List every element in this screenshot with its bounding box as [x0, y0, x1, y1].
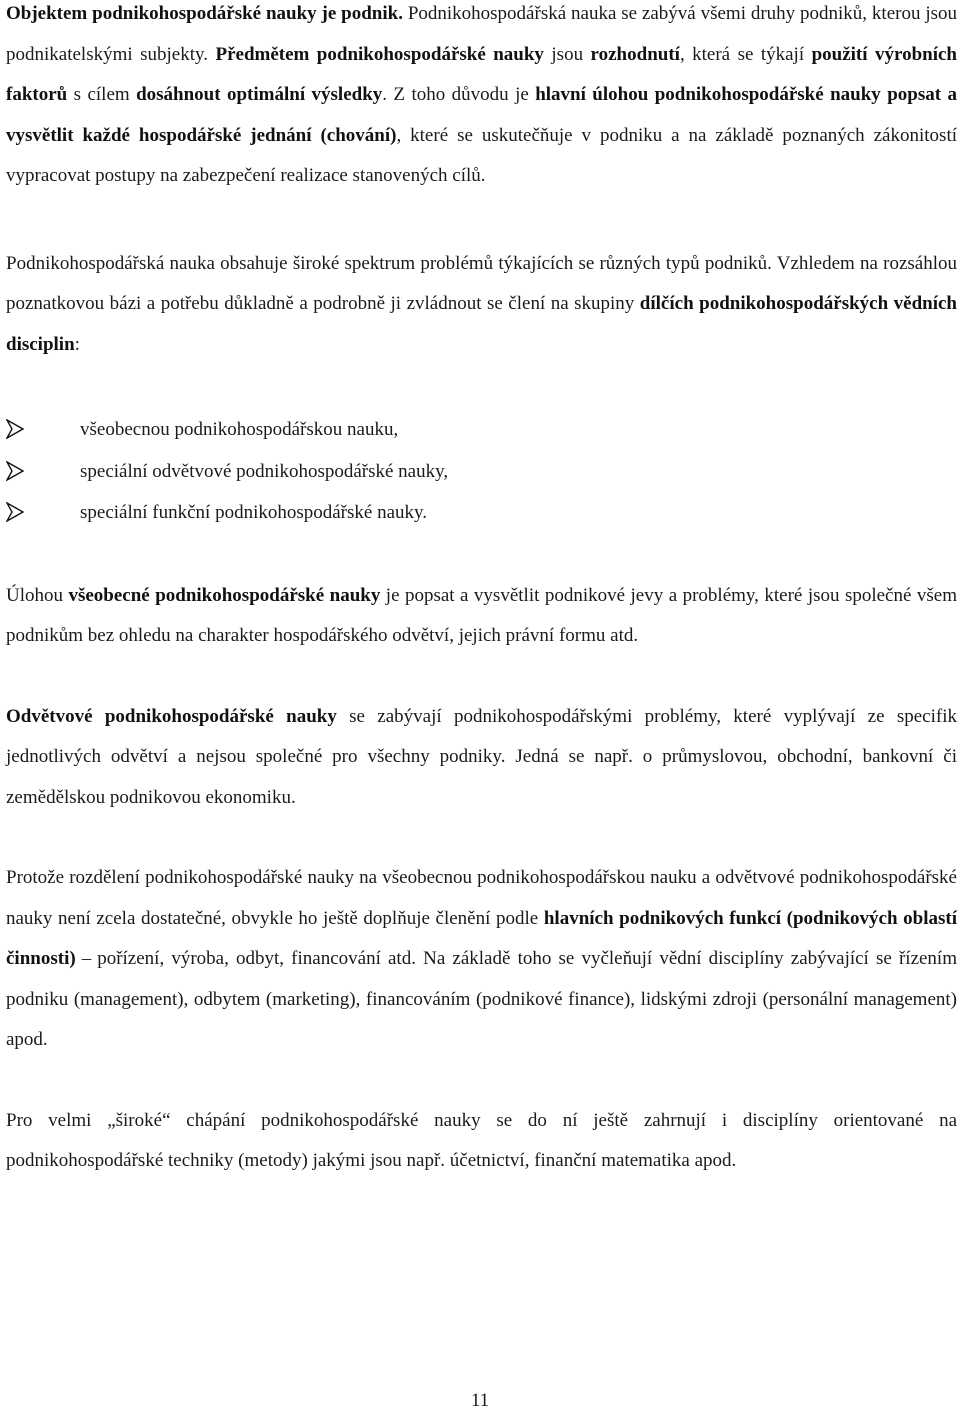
paragraph-general: Úlohou všeobecné podnikohospodářské nauky je popsat a vysvětlit podnikové jevy a problémy, které jsou společné všem podnikům bez ohledu na charakter hospodářského odvětví, jejich právní formu atd.: [6, 584, 957, 646]
bold-sectoral-nauka: Odvětvové podnikohospodářské nauky: [6, 705, 337, 727]
bold-general-nauka: všeobecné podnikohospodářské nauky: [68, 584, 381, 606]
paragraph-functions: Protože rozdělení podnikohospodářské nauky na všeobecnou podnikohospodářskou nauku a odvětvové podnikohospodářské nauky není zcela dostatečné, obvykle ho ještě doplňuje členění podle hlavních podnikových funkcí (podnikových oblastí činnosti) – pořízení, výroba, odbyt, financování atd. Na základě toho se vyčleňují vědní disciplíny zabývající se řízením podniku (management), odbytem (marketing), financováním (podnikové finance), lidskými zdroji (personální management) apod.: [6, 867, 958, 1050]
paragraph-spectrum: Podnikohospodářská nauka obsahuje široké spektrum problémů týkajících se různých typů podniků. Vzhledem na rozsáhlou poznatkovou bázi a potřebu důkladně a podrobně ji zvládnout se člení na skupiny dílčích podnikohospodářských vědních disciplin:: [6, 252, 957, 355]
list-item: speciální funkční podnikohospodářské nauky.: [6, 492, 957, 534]
bold-disciplines: dílčích podnikohospodářských vědních disciplin: [6, 293, 957, 355]
bold-factors: použití výrobních faktorů: [6, 43, 957, 105]
bold-subject: Předmětem podnikohospodářské nauky: [215, 43, 544, 65]
bold-decisions: rozhodnutí: [590, 43, 680, 65]
arrowhead-bullet-icon: [6, 419, 24, 439]
paragraph-sectoral: Odvětvové podnikohospodářské nauky se zabývají podnikohospodářskými problémy, které vyplývají ze specifik jednotlivých odvětví a nejsou společné pro všechny podniky. Jedná se např. o průmyslovou, obchodní, bankovní či zemědělskou podnikovou ekonomiku.: [6, 705, 957, 808]
arrowhead-bullet-icon: [6, 461, 24, 481]
page-number: 11: [470, 1390, 490, 1411]
bold-main-functions: hlavních podnikových funkcí (podnikových oblastí činnosti): [6, 907, 958, 969]
arrowhead-bullet-icon: [6, 502, 24, 522]
bold-optimal: dosáhnout optimální výsledky: [136, 84, 383, 105]
bold-main-task: hlavní úlohou podnikohospodářské nauky popsat a vysvětlit každé hospodářské jednání (chování): [6, 84, 957, 146]
bold-object: Objektem podnikohospodářské nauky je podnik.: [6, 3, 403, 24]
disciplines-list: [6, 409, 957, 534]
list-item: všeobecnou podnikohospodářskou nauku,: [6, 409, 957, 451]
paragraph-definition: Objektem podnikohospodářské nauky je podnik. Podnikohospodářská nauka se zabývá všemi druhy podniků, kterou jsou podnikatelskými subjekty. Předmětem podnikohospodářské nauky jsou rozhodnutí, která se týkají použití výrobních faktorů s cílem dosáhnout optimální výsledky. Z toho důvodu je hlavní úlohou podnikohospodářské nauky popsat a vysvětlit každé hospodářské jednání (chování), které se uskutečňuje v podniku a na základě poznaných zákonitostí vypracovat postupy na zabezpečení realizace stanovených cílů.: [6, 3, 957, 186]
list-item: speciální odvětvové podnikohospodářské nauky,: [6, 451, 957, 493]
document-page: [6, 0, 957, 1182]
paragraph-broad: Pro velmi „široké“ chápání podnikohospodářské nauky se do ní ještě zahrnují i disciplíny orientované na podnikohospodářské techniky (metody) jakými jsou např. účetnictví, finanční matematika apod.: [6, 1109, 957, 1171]
